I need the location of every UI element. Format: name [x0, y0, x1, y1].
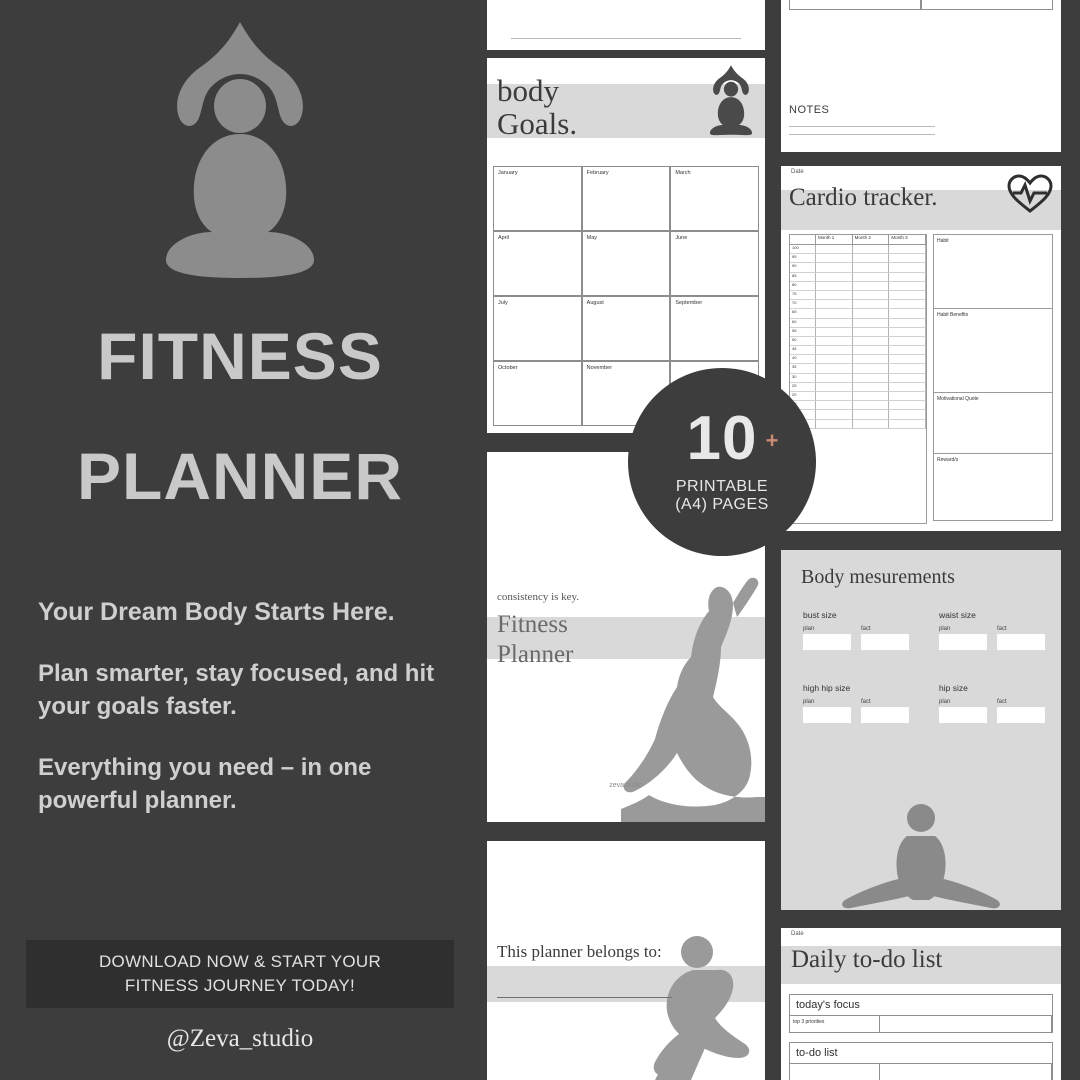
fact-input-group	[861, 699, 909, 723]
field-label: waist size	[939, 610, 976, 620]
cardio-table-row[interactable]	[790, 319, 926, 328]
month-cell[interactable]: November	[582, 361, 671, 426]
high-hip-size-field	[803, 683, 909, 723]
row-cell[interactable]	[816, 273, 853, 282]
row-cell[interactable]	[889, 374, 926, 383]
yoga-meditation-figure-icon	[150, 10, 330, 290]
row-cell[interactable]	[889, 392, 926, 401]
fact-input-group	[861, 626, 909, 650]
row-cell[interactable]	[853, 328, 890, 337]
rewards-box[interactable]: Reward/s	[933, 453, 1053, 521]
cardio-table-row[interactable]	[790, 309, 926, 318]
field-label: hip size	[939, 683, 968, 693]
cardio-table-row[interactable]	[790, 401, 926, 410]
row-cell[interactable]	[853, 291, 890, 300]
row-cell[interactable]	[853, 410, 890, 419]
fact-label: fact	[997, 626, 1007, 632]
weekly-goals-cell[interactable]	[921, 0, 1053, 10]
row-cell[interactable]	[816, 374, 853, 383]
row-cell[interactable]	[816, 346, 853, 355]
cover-subtitle: consistency is key.	[497, 591, 580, 603]
cardio-table-row[interactable]	[790, 263, 926, 272]
month-cell[interactable]: October	[493, 361, 582, 426]
row-cell[interactable]	[816, 291, 853, 300]
habit-box[interactable]: Habit	[933, 234, 1053, 309]
logo-area	[0, 0, 480, 300]
badge-number	[686, 404, 780, 473]
plan-input-group	[803, 626, 851, 650]
month-cell[interactable]: August	[582, 296, 671, 361]
col-header: Month 1	[816, 235, 853, 245]
cardio-table-row[interactable]	[790, 254, 926, 263]
field-label: high hip size	[803, 683, 851, 693]
goals-title-line1: body	[497, 73, 559, 108]
row-label: 75	[790, 291, 816, 300]
top-priorities-label: top 3 priorities	[790, 1016, 880, 1032]
row-cell[interactable]	[889, 401, 926, 410]
cover-title	[497, 610, 573, 670]
row-cell[interactable]	[816, 410, 853, 419]
row-cell[interactable]	[816, 355, 853, 364]
month-cell[interactable]: June	[670, 231, 759, 296]
priorities-row	[790, 1016, 1052, 1032]
fact-label: fact	[997, 699, 1007, 705]
row-cell[interactable]	[889, 420, 926, 429]
row-cell[interactable]	[853, 254, 890, 263]
cardio-table-row[interactable]	[790, 337, 926, 346]
row-cell[interactable]	[889, 383, 926, 392]
row-cell[interactable]	[816, 245, 853, 254]
studio-handle: @Zeva_studio	[166, 1025, 314, 1052]
page-preview-body-measurements[interactable]	[781, 550, 1061, 910]
row-cell[interactable]	[853, 420, 890, 429]
title-line-2: PLANNER	[76, 439, 403, 513]
cover-title-line1: Fitness	[497, 611, 568, 638]
month-cell[interactable]: April	[493, 231, 582, 296]
tagline-2: Plan smarter, stay focused, and hit your goals faster.	[38, 660, 435, 720]
row-cell[interactable]	[889, 282, 926, 291]
goals-title-line2: Goals.	[497, 106, 578, 141]
row-label: 40	[790, 355, 816, 364]
habit-benefits-box[interactable]: Habit Benefits	[933, 308, 1053, 393]
todo-list-header: to-do list	[790, 1043, 1052, 1064]
notes-label: NOTES	[789, 104, 830, 116]
note-line	[789, 126, 935, 127]
row-cell[interactable]	[816, 309, 853, 318]
row-cell[interactable]	[853, 319, 890, 328]
row-cell[interactable]	[853, 245, 890, 254]
plan-label: plan	[939, 699, 951, 705]
row-cell[interactable]	[816, 401, 853, 410]
row-cell[interactable]	[889, 291, 926, 300]
title-line-1: FITNESS	[97, 319, 383, 393]
row-label: 25	[790, 383, 816, 392]
belongs-write-line[interactable]	[497, 997, 672, 998]
page-preview-daily-todo[interactable]	[781, 928, 1061, 1080]
plan-input[interactable]	[939, 634, 987, 650]
row-cell[interactable]	[853, 364, 890, 373]
divider	[511, 38, 741, 39]
left-panel	[0, 0, 480, 1080]
row-label: 90	[790, 263, 816, 272]
cardio-table-row[interactable]	[790, 420, 926, 429]
notes-lines[interactable]	[789, 126, 935, 142]
row-cell[interactable]	[853, 374, 890, 383]
row-cell[interactable]	[816, 383, 853, 392]
row-label: 95	[790, 254, 816, 263]
page-preview-belongs-to[interactable]	[487, 841, 765, 1080]
row-cell[interactable]	[853, 300, 890, 309]
month-cell[interactable]: July	[493, 296, 582, 361]
cta-line-2: FITNESS JOURNEY TODAY!	[124, 976, 356, 995]
cover-title-line2: Planner	[497, 641, 574, 668]
row-label: 70	[790, 300, 816, 309]
cardio-table-row[interactable]	[790, 364, 926, 373]
fact-input[interactable]	[861, 707, 909, 723]
cover-credit: zevastudio	[609, 782, 643, 789]
row-cell[interactable]	[853, 346, 890, 355]
page-preview-partial-top[interactable]	[487, 0, 765, 50]
body-measurements-title: Body mesurements	[801, 566, 955, 588]
plan-label: plan	[803, 699, 815, 705]
cardio-table-row[interactable]	[790, 245, 926, 254]
fact-input-group	[997, 699, 1045, 723]
badge-plus: +	[765, 428, 780, 453]
todo-cell[interactable]	[880, 1064, 1052, 1080]
row-label: 30	[790, 374, 816, 383]
row-cell[interactable]	[816, 282, 853, 291]
seated-straddle-stretch-silhouette-icon	[841, 800, 1001, 910]
row-cell[interactable]	[889, 364, 926, 373]
cardio-side-boxes	[933, 234, 1053, 524]
month-cell[interactable]: March	[670, 166, 759, 231]
cardio-table-row[interactable]	[790, 273, 926, 282]
row-cell[interactable]	[853, 383, 890, 392]
row-cell[interactable]	[816, 420, 853, 429]
cardio-table-row[interactable]	[790, 282, 926, 291]
month-cell[interactable]: January	[493, 166, 582, 231]
todays-focus-header: today's focus	[790, 995, 1052, 1016]
row-cell[interactable]	[889, 410, 926, 419]
col-header	[790, 235, 816, 245]
page-preview-weekly-notes[interactable]	[781, 0, 1061, 152]
plan-input[interactable]	[803, 634, 851, 650]
row-cell[interactable]	[816, 319, 853, 328]
page-preview-cardio-tracker[interactable]	[781, 166, 1061, 531]
row-cell[interactable]	[816, 263, 853, 272]
todays-focus-box[interactable]	[789, 994, 1053, 1033]
pages-count-badge	[628, 368, 816, 556]
cardio-table-header	[790, 235, 926, 245]
cardio-table-row[interactable]	[790, 374, 926, 383]
fact-label: fact	[861, 699, 871, 705]
row-cell[interactable]	[853, 337, 890, 346]
row-cell[interactable]	[853, 263, 890, 272]
col-header: Month 3	[889, 235, 926, 245]
yoga-meditation-figure-icon	[705, 63, 757, 137]
cardio-table-row[interactable]	[790, 328, 926, 337]
row-cell[interactable]	[889, 328, 926, 337]
plan-label: plan	[939, 626, 951, 632]
plan-input-group	[939, 699, 987, 723]
field-label: bust size	[803, 610, 837, 620]
row-label: 100	[790, 245, 816, 254]
fact-input[interactable]	[997, 707, 1045, 723]
heart-pulse-icon	[1007, 174, 1053, 214]
plan-input-group	[803, 699, 851, 723]
goals-title	[497, 74, 577, 140]
row-cell[interactable]	[889, 346, 926, 355]
row-label: 80	[790, 282, 816, 291]
col-header: Month 2	[853, 235, 890, 245]
todo-title: Daily to-do list	[791, 946, 943, 973]
row-cell[interactable]	[853, 355, 890, 364]
badge-line-2: (A4) PAGES	[675, 496, 769, 513]
fact-input[interactable]	[861, 634, 909, 650]
plan-label: plan	[803, 626, 815, 632]
cardio-table-row[interactable]	[790, 355, 926, 364]
cardio-table-body	[790, 245, 926, 429]
row-cell[interactable]	[889, 273, 926, 282]
row-cell[interactable]	[853, 282, 890, 291]
fact-input[interactable]	[997, 634, 1045, 650]
weekly-day-cell[interactable]	[789, 0, 921, 10]
tagline-1: Your Dream Body Starts Here.	[38, 598, 395, 626]
download-cta-button[interactable]	[26, 940, 454, 1008]
row-cell[interactable]	[889, 263, 926, 272]
fact-label: fact	[861, 626, 871, 632]
page-title	[38, 319, 442, 513]
row-cell[interactable]	[889, 319, 926, 328]
note-line	[789, 134, 935, 135]
row-cell[interactable]	[816, 392, 853, 401]
row-label: 85	[790, 273, 816, 282]
row-label: 35	[790, 364, 816, 373]
month-cell[interactable]: May	[582, 231, 671, 296]
row-label: 60	[790, 319, 816, 328]
cardio-table-row[interactable]	[790, 383, 926, 392]
row-cell[interactable]	[816, 337, 853, 346]
row-cell[interactable]	[853, 273, 890, 282]
row-cell[interactable]	[853, 392, 890, 401]
todo-row	[790, 1064, 1052, 1080]
row-label: 20	[790, 392, 816, 401]
row-cell[interactable]	[889, 337, 926, 346]
date-field-label[interactable]: Date	[791, 169, 804, 175]
plan-input[interactable]	[939, 707, 987, 723]
cardio-table-row[interactable]	[790, 291, 926, 300]
tagline-block	[38, 595, 458, 845]
month-cell[interactable]: February	[582, 166, 671, 231]
row-cell[interactable]	[889, 309, 926, 318]
plan-input[interactable]	[803, 707, 851, 723]
fact-input-group	[997, 626, 1045, 650]
row-cell[interactable]	[889, 300, 926, 309]
date-field-label[interactable]: Date	[791, 931, 804, 937]
todo-cell[interactable]	[790, 1064, 880, 1080]
row-cell[interactable]	[889, 245, 926, 254]
month-cell[interactable]: September	[670, 296, 759, 361]
row-label: 45	[790, 346, 816, 355]
row-cell[interactable]	[889, 355, 926, 364]
cardio-table-row[interactable]	[790, 410, 926, 419]
weekly-grid	[789, 0, 1053, 10]
belongs-title: This planner belongs to:	[497, 942, 662, 961]
row-cell[interactable]	[816, 364, 853, 373]
cardio-table-row[interactable]	[790, 346, 926, 355]
row-cell[interactable]	[889, 254, 926, 263]
row-cell[interactable]	[853, 309, 890, 318]
todo-list-box[interactable]	[789, 1042, 1053, 1080]
row-cell[interactable]	[816, 328, 853, 337]
plan-input-group	[939, 626, 987, 650]
priorities-input[interactable]	[880, 1016, 1052, 1032]
waist-size-field	[939, 610, 1045, 650]
row-cell[interactable]	[816, 254, 853, 263]
badge-number-value: 10	[686, 404, 758, 473]
row-cell[interactable]	[853, 401, 890, 410]
cta-line-1: DOWNLOAD NOW & START YOUR	[98, 952, 382, 971]
cardio-table-row[interactable]	[790, 300, 926, 309]
row-cell[interactable]	[816, 300, 853, 309]
badge-line-1: PRINTABLE	[675, 478, 769, 495]
row-label: 50	[790, 337, 816, 346]
bust-size-field	[803, 610, 909, 650]
cardio-title: Cardio tracker.	[789, 184, 938, 211]
hip-size-field	[939, 683, 1045, 723]
weekly-right-column	[921, 0, 1053, 10]
row-label: 55	[790, 328, 816, 337]
cardio-table-row[interactable]	[790, 392, 926, 401]
motivational-quote-box[interactable]: Motivational Quote	[933, 392, 1053, 454]
row-label: 65	[790, 309, 816, 318]
tagline-3: Everything you need – in one powerful planner.	[38, 754, 372, 814]
